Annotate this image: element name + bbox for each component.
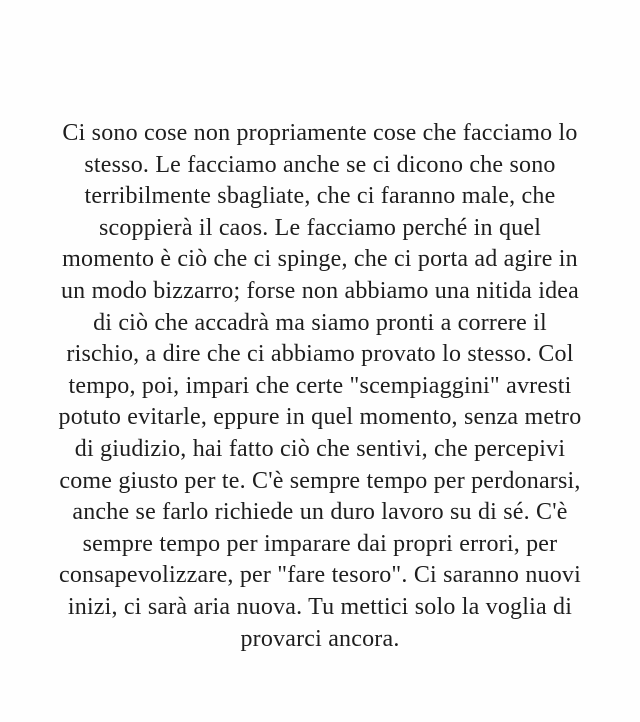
quote-line: rischio, a dire che ci abbiamo provato lo stesso. Col bbox=[66, 341, 574, 368]
quote-line: di giudizio, hai fatto ciò che sentivi, che percepivi bbox=[74, 435, 566, 462]
quote-line: un modo bizzarro; forse non abbiamo una nitida idea bbox=[60, 277, 580, 304]
quote-line: di ciò che accadrà ma siamo pronti a correre il bbox=[93, 309, 547, 336]
quote-line: momento è ciò che ci spinge, che ci porta ad agire in bbox=[62, 246, 578, 273]
quote-line: terribilmente sbagliate, che ci faranno male, che bbox=[84, 183, 556, 210]
quote-line: inizi, ci sarà aria nuova. Tu mettici solo la voglia di bbox=[67, 593, 573, 620]
quote-line: stesso. Le facciamo anche se ci dicono che sono bbox=[84, 151, 556, 178]
quote-line: Ci sono cose non propriamente cose che facciamo lo bbox=[62, 120, 578, 146]
quote-text-block bbox=[0, 118, 640, 655]
quote-line: tempo, poi, impari che certe "scempiaggini" avresti bbox=[68, 372, 572, 399]
quote-line: potuto evitarle, eppure in quel momento, senza metro bbox=[58, 404, 582, 431]
quote-line: anche se farlo richiede un duro lavoro su di sé. C'è bbox=[72, 499, 568, 526]
quote-line: scoppierà il caos. Le facciamo perché in quel bbox=[98, 214, 542, 241]
quote-line: come giusto per te. C'è sempre tempo per perdonarsi, bbox=[59, 467, 581, 494]
quote-line: sempre tempo per imparare dai propri errori, per bbox=[82, 530, 558, 557]
quote-line: consapevolizzare, per "fare tesoro". Ci saranno nuovi bbox=[59, 562, 581, 589]
quote-line: provarci ancora. bbox=[240, 625, 400, 652]
